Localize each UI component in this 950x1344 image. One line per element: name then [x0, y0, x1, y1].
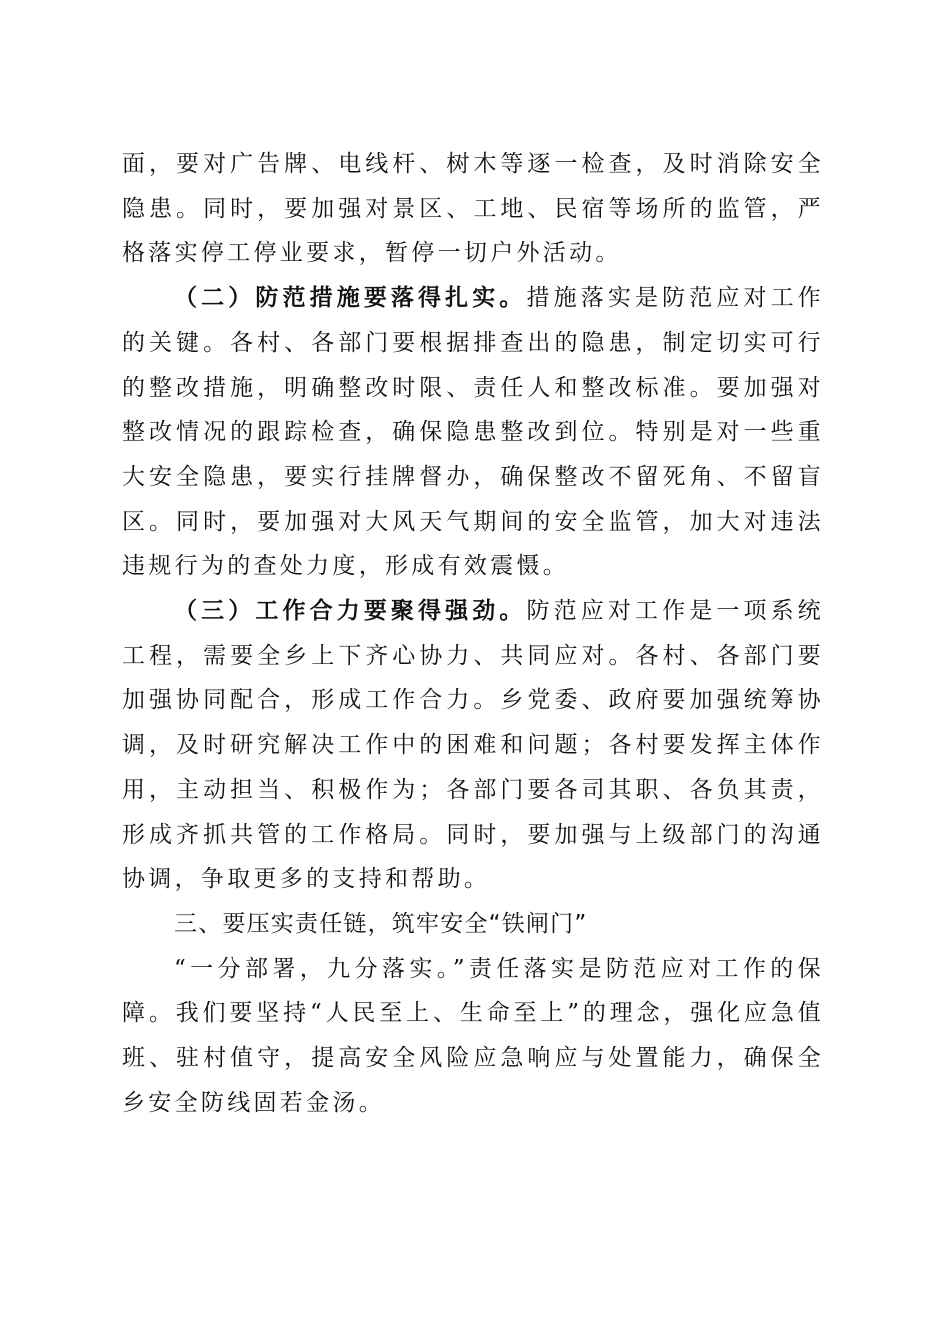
- paragraph-text: 措施落实是防范应对工作的关键。各村、各部门要根据排查出的隐患，制定切实可行的整改措施，明确整改时限、责任人和整改标准。要加强对整改情况的跟踪检查，确保隐患整改到位。特别是对一些重大安全隐患，要实行挂牌督办，确保整改不留死角、不留盲区。同时，要加强对大风天气期间的安全监管，加大对违法违规行为的查处力度，形成有效震慑。: [122, 285, 824, 580]
- paragraph-continuation: [122, 142, 824, 276]
- paragraph-responsibility: [122, 947, 824, 1126]
- section-heading: 三、要压实责任链，筑牢安全“铁闸门”: [174, 910, 588, 937]
- document-body: [122, 142, 824, 1125]
- paragraph-measures: [122, 276, 824, 589]
- paragraph-text: “一分部署，九分落实。”责任落实是防范应对工作的保障。我们要坚持“人民至上、生命至上”的理念，强化应急值班、驻村值守，提高安全风险应急响应与处置能力，确保全乡安全防线固若金汤。: [122, 955, 824, 1116]
- paragraph-text: 防范应对工作是一项系统工程，需要全乡上下齐心协力、共同应对。各村、各部门要加强协同配合，形成工作合力。乡党委、政府要加强统筹协调，及时研究解决工作中的困难和问题；各村要发挥主体作用，主动担当、积极作为；各部门要各司其职、各负其责，形成齐抓共管的工作格局。同时，要加强与上级部门的沟通协调，争取更多的支持和帮助。: [122, 598, 824, 893]
- paragraph-lead: （二）防范措施要落得扎实。: [174, 284, 527, 312]
- paragraph-synergy: [122, 589, 824, 902]
- paragraph-text: 面，要对广告牌、电线杆、树木等逐一检查，及时消除安全隐患。同时，要加强对景区、工地、民宿等场所的监管，严格落实停工停业要求，暂停一切户外活动。: [122, 151, 824, 267]
- paragraph-lead: （三）工作合力要聚得强劲。: [174, 597, 527, 625]
